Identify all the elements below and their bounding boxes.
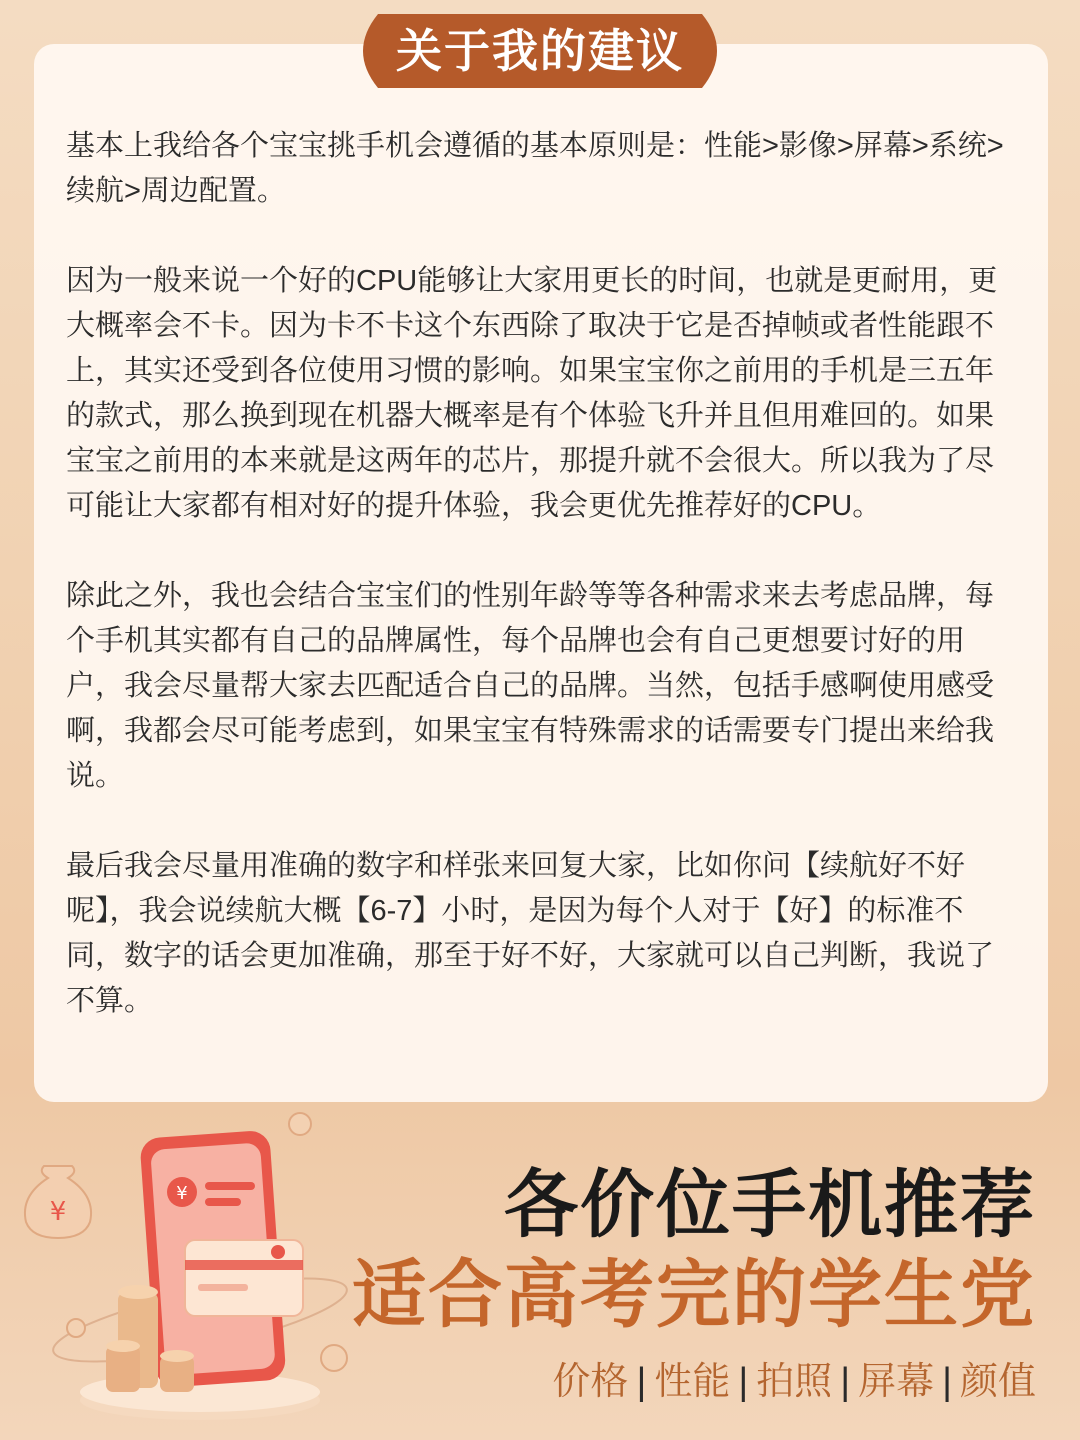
footer-title-line1: 各价位手机推荐 bbox=[504, 1163, 1036, 1246]
section-banner bbox=[348, 14, 732, 88]
money-bag-icon bbox=[25, 1166, 91, 1238]
tag-separator: | bbox=[840, 1361, 851, 1403]
tag-performance: 性能 bbox=[654, 1361, 731, 1403]
tag-camera: 拍照 bbox=[756, 1361, 833, 1403]
svg-text:¥: ¥ bbox=[176, 1183, 188, 1204]
tag-screen: 屏幕 bbox=[858, 1361, 935, 1403]
tag-separator: | bbox=[738, 1361, 749, 1403]
tag-separator: | bbox=[942, 1361, 952, 1403]
paragraph-numbers: 最后我会尽量用准确的数字和样张来回复大家，比如你问【续航好不好呢】，我会说续航大概【6-7】小时，是因为每个人对于【好】的标准不同，数字的话会更加准确，那至于好不好，大家就可以自己判断，我说了不算。 bbox=[66, 850, 995, 1017]
article-body bbox=[66, 124, 1014, 1024]
tag-looks: 颜值 bbox=[959, 1361, 1036, 1403]
tag-separator: | bbox=[636, 1361, 647, 1403]
svg-text:¥: ¥ bbox=[49, 1197, 67, 1227]
credit-card-icon bbox=[185, 1240, 303, 1316]
paragraph-cpu: 因为一般来说一个好的CPU能够让大家用更长的时间，也就是更耐用，更大概率会不卡。因为卡不卡这个东西除了取决于它是否掉帧或者性能跟不上，其实还受到各位使用习惯的影响。如果宝宝你之前用的手机是三五年的款式，那么换到现在机器大概率是有个体验飞升并且但用难回的。如果宝宝之前用的本来就是这两年的芯片，那提升就不会很大。所以我为了尽可能让大家都有相对好的提升体验，我会更优先推荐好的CPU。 bbox=[66, 265, 998, 522]
footer-title-line2: 适合高考完的学生党 bbox=[352, 1253, 1036, 1336]
banner-title: 关于我的建议 bbox=[396, 25, 684, 77]
phone-illustration bbox=[0, 1100, 360, 1440]
tag-price: 价格 bbox=[552, 1361, 629, 1403]
feature-tags bbox=[552, 1350, 1036, 1405]
paragraph-brand: 除此之外，我也会结合宝宝们的性别年龄等等各种需求来去考虑品牌，每个手机其实都有自己的品牌属性，每个品牌也会有自己更想要讨好的用户，我会尽量帮大家去匹配适合自己的品牌。当然，包括手感啊使用感受啊，我都会尽可能考虑到，如果宝宝有特殊需求的话需要专门提出来给我说。 bbox=[66, 580, 995, 792]
paragraph-principles: 基本上我给各个宝宝挑手机会遵循的基本原则是：性能>影像>屏幕>系统>续航>周边配置。 bbox=[66, 130, 1004, 207]
